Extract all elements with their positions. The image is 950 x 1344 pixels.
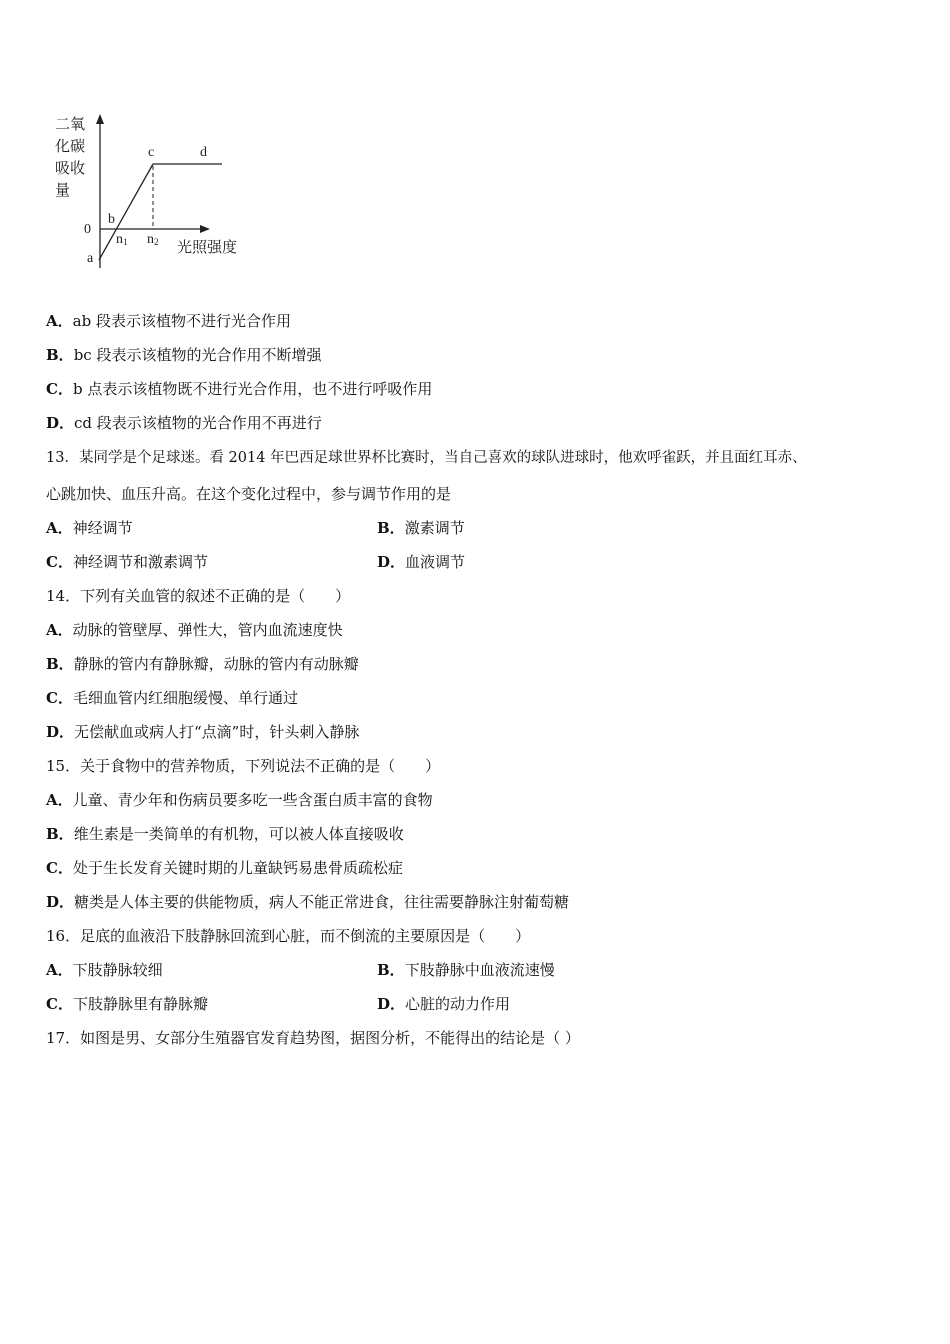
q14-option-d (46, 722, 359, 742)
q15-option-d (46, 892, 569, 912)
n1-label (116, 232, 128, 247)
option-letter: B． (377, 519, 405, 537)
co2-light-graph (50, 108, 260, 288)
point-c-label: c (148, 145, 155, 160)
option-text: 神经调节和激素调节 (72, 553, 208, 571)
q16-option-a (46, 960, 163, 980)
q15-option-a (46, 790, 433, 810)
point-a-label: a (87, 251, 94, 266)
q17-stem: 17．如图是男、女部分生殖器官发育趋势图，据图分析，不能得出的结论是（ ） (46, 1029, 580, 1047)
option-letter: B． (377, 961, 405, 979)
option-text: 心脏的动力作用 (405, 995, 511, 1013)
q14-option-a (46, 620, 343, 640)
option-letter: C． (46, 689, 73, 707)
option-text: 糖类是人体主要的供能物质，病人不能正常进食，往往需要静脉注射葡萄糖 (74, 893, 570, 911)
point-b-label: b (108, 212, 115, 227)
q15-stem: 15．关于食物中的营养物质，下列说法不正确的是（ ） (46, 757, 441, 775)
option-text: 儿童、青少年和伤病员要多吃一些含蛋白质丰富的食物 (72, 791, 433, 809)
n2-subscript: 2 (154, 237, 159, 247)
q15-option-b (46, 824, 404, 844)
option-letter: A． (46, 312, 73, 330)
option-letter: D． (46, 414, 75, 432)
q13-option-b (377, 518, 465, 538)
option-text: 激素调节 (404, 519, 465, 537)
q16-option-d (377, 994, 510, 1014)
option-letter: A． (46, 961, 73, 979)
option-letter: B． (46, 346, 74, 364)
option-text: 处于生长发育关键时期的儿童缺钙易患骨质疏松症 (72, 859, 403, 877)
option-text: 维生素是一类简单的有机物，可以被人体直接吸收 (73, 825, 404, 843)
option-text: bc 段表示该植物的光合作用不断增强 (73, 346, 322, 364)
option-letter: C． (46, 553, 73, 571)
q15-option-c (46, 858, 403, 878)
x-axis-label: 光照强度 (177, 238, 238, 256)
q12-option-c (46, 379, 432, 399)
option-letter: B． (46, 655, 74, 673)
option-text: cd 段表示该植物的光合作用不再进行 (74, 414, 322, 432)
q12-option-b (46, 345, 321, 365)
q12-option-d (46, 413, 322, 433)
option-text: 血液调节 (405, 553, 466, 571)
option-text: 下肢静脉中血液流速慢 (404, 961, 555, 979)
graph-svg (50, 108, 260, 288)
option-text: 无偿献血或病人打“点滴”时，针头刺入静脉 (74, 723, 360, 741)
origin-label: 0 (84, 222, 91, 237)
q13-stem-line1: 13．某同学是个足球迷。看 2014 年巴西足球世界杯比赛时，当自己喜欢的球队进球时，他欢呼雀跃，并且面红耳赤、 (46, 450, 807, 466)
q14-stem: 14．下列有关血管的叙述不正确的是（ ） (46, 587, 351, 605)
y-label-line3: 吸收 (55, 159, 86, 177)
n2-main: n (147, 232, 154, 247)
option-text: 动脉的管壁厚、弹性大，管内血流速度快 (72, 621, 343, 639)
q16-option-b (377, 960, 555, 980)
q13-option-d (377, 552, 465, 572)
y-label-line2: 化碳 (55, 137, 86, 155)
n2-label (147, 232, 159, 247)
y-label-line1: 二氧 (55, 115, 86, 133)
point-d-label: d (200, 145, 207, 160)
option-text: 毛细血管内红细胞缓慢、单行通过 (72, 689, 298, 707)
q12-option-a (46, 311, 291, 331)
option-letter: C． (46, 380, 73, 398)
q13-stem-line2: 心跳加快、血压升高。在这个变化过程中，参与调节作用的是 (46, 485, 452, 503)
option-letter: C． (46, 859, 73, 877)
option-text: ab 段表示该植物不进行光合作用 (72, 312, 291, 330)
n1-main: n (116, 232, 123, 247)
option-letter: B． (46, 825, 74, 843)
option-text: 静脉的管内有静脉瓣，动脉的管内有动脉瓣 (73, 655, 359, 673)
option-text: b 点表示该植物既不进行光合作用，也不进行呼吸作用 (72, 380, 433, 398)
option-letter: C． (46, 995, 73, 1013)
q16-stem: 16．足底的血液沿下肢静脉回流到心脏，而不倒流的主要原因是（ ） (46, 927, 531, 945)
option-letter: D． (46, 893, 75, 911)
x-axis-arrow (200, 225, 210, 233)
q16-option-c (46, 994, 208, 1014)
q13-option-c (46, 552, 208, 572)
q14-option-c (46, 688, 298, 708)
q14-option-b (46, 654, 359, 674)
option-letter: A． (46, 791, 73, 809)
n1-subscript: 1 (123, 237, 128, 247)
option-letter: D． (377, 553, 406, 571)
y-axis-arrow (96, 114, 104, 124)
option-letter: A． (46, 621, 73, 639)
option-letter: D． (377, 995, 406, 1013)
option-text: 下肢静脉里有静脉瓣 (72, 995, 208, 1013)
option-text: 神经调节 (72, 519, 133, 537)
q13-option-a (46, 518, 133, 538)
option-text: 下肢静脉较细 (72, 961, 163, 979)
option-letter: D． (46, 723, 75, 741)
y-label-line4: 量 (55, 181, 71, 199)
option-letter: A． (46, 519, 73, 537)
